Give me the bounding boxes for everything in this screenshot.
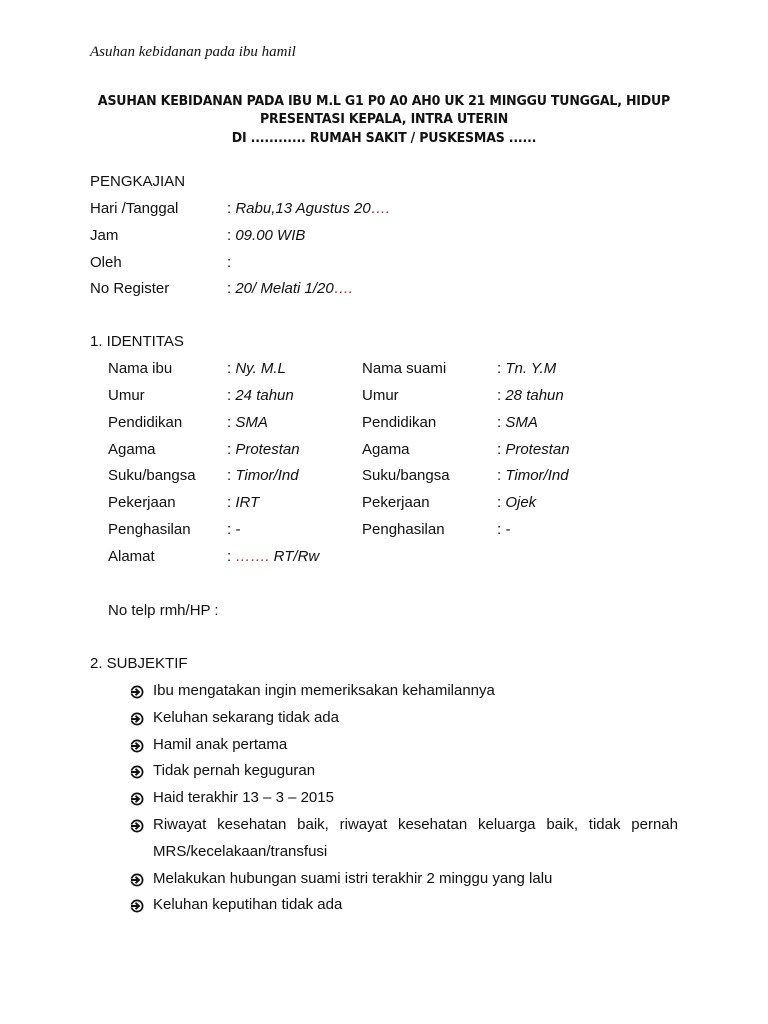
subjektif-item: Hamil anak pertama <box>153 736 288 753</box>
ibu-field-label: Pendidikan <box>108 414 183 431</box>
ibu-field-value: : Protestan <box>227 441 300 458</box>
pengkajian-label: Jam <box>90 227 119 244</box>
right-arrow-circle-icon <box>130 739 144 753</box>
ibu-field-value: : Ny. M.L <box>227 360 286 377</box>
ibu-field-label: Pekerjaan <box>108 494 176 511</box>
alamat-label: Alamat <box>108 548 155 565</box>
pengkajian-heading: PENGKAJIAN <box>90 173 186 190</box>
pengkajian-value: : <box>227 254 232 271</box>
suami-field-label: Umur <box>362 387 399 404</box>
subjektif-heading: 2. SUBJEKTIF <box>90 655 188 672</box>
subjektif-item: Ibu mengatakan ingin memeriksakan kehamilannya <box>153 682 495 699</box>
ibu-field-value: : SMA <box>227 414 268 431</box>
suami-field-label: Suku/bangsa <box>362 467 450 484</box>
suami-field-value: : Protestan <box>497 441 570 458</box>
suami-field-value: : Ojek <box>497 494 537 511</box>
ibu-field-value: : Timor/Ind <box>227 467 299 484</box>
subjektif-item: Tidak pernah keguguran <box>153 762 316 779</box>
suami-field-value: : Tn. Y.M <box>497 360 557 377</box>
title-line-2: PRESENTASI KEPALA, INTRA UTERIN <box>259 111 509 127</box>
subjektif-item: MRS/kecelakaan/transfusi <box>153 843 328 860</box>
pengkajian-label: No Register <box>90 280 170 297</box>
suami-field-value: : 28 tahun <box>497 387 564 404</box>
ibu-field-value: : IRT <box>227 494 260 511</box>
right-arrow-circle-icon <box>130 712 144 726</box>
suami-field-label: Nama suami <box>362 360 447 377</box>
right-arrow-circle-icon <box>130 819 144 833</box>
suami-field-value: : Timor/Ind <box>497 467 569 484</box>
ibu-field-label: Penghasilan <box>108 521 191 538</box>
right-arrow-circle-icon <box>130 873 144 887</box>
suami-field-value: : SMA <box>497 414 538 431</box>
right-arrow-circle-icon <box>130 899 144 913</box>
telp-label: No telp rmh/HP : <box>108 602 219 619</box>
subjektif-item: Keluhan sekarang tidak ada <box>153 709 339 726</box>
ibu-field-label: Suku/bangsa <box>108 467 196 484</box>
subjektif-item: Riwayat kesehatan baik, riwayat kesehatan keluarga baik, tidak pernah <box>153 816 678 833</box>
suami-field-label: Penghasilan <box>362 521 445 538</box>
pengkajian-value: : 20/ Melati 1/20…. <box>227 280 353 297</box>
suami-field-label: Pekerjaan <box>362 494 430 511</box>
subjektif-item: Melakukan hubungan suami istri terakhir 2 minggu yang lalu <box>153 870 553 887</box>
right-arrow-circle-icon <box>130 765 144 779</box>
ibu-field-label: Umur <box>108 387 145 404</box>
pengkajian-label: Oleh <box>90 254 122 271</box>
alamat-value: : ……. RT/Rw <box>227 548 320 565</box>
right-arrow-circle-icon <box>130 792 144 806</box>
ibu-field-value: : - <box>227 521 241 538</box>
subjektif-item: Keluhan keputihan tidak ada <box>153 896 343 913</box>
subjektif-item: Haid terakhir 13 – 3 – 2015 <box>153 789 334 806</box>
pengkajian-value: : 09.00 WIB <box>227 227 306 244</box>
suami-field-label: Pendidikan <box>362 414 437 431</box>
ibu-field-label: Nama ibu <box>108 360 173 377</box>
suami-field-value: : - <box>497 521 511 538</box>
suami-field-label: Agama <box>362 441 410 458</box>
title-line-1: ASUHAN KEBIDANAN PADA IBU M.L G1 P0 A0 AH0 UK 21 MINGGU TUNGGAL, HIDUP <box>97 93 671 109</box>
running-header: Asuhan kebidanan pada ibu hamil <box>90 44 296 60</box>
ibu-field-label: Agama <box>108 441 156 458</box>
right-arrow-circle-icon <box>130 685 144 699</box>
pengkajian-value: : Rabu,13 Agustus 20…. <box>227 200 390 217</box>
title-line-3: DI ............ RUMAH SAKIT / PUSKESMAS ...... <box>231 130 537 146</box>
pengkajian-label: Hari /Tanggal <box>90 200 179 217</box>
identitas-heading: 1. IDENTITAS <box>90 333 184 350</box>
ibu-field-value: : 24 tahun <box>227 387 294 404</box>
